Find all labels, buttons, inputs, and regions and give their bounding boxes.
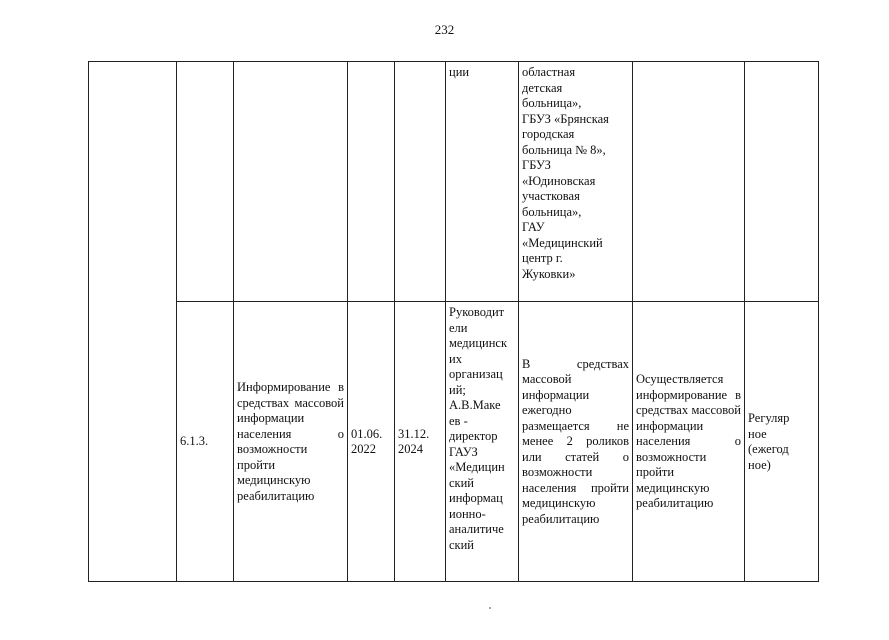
periodicity-text: Регуляр ное (ежегод ное) bbox=[748, 411, 790, 472]
indicator-text: областная детская больница», ГБУЗ «Брянская городская больница № 8», ГБУЗ «Юдиновская участковая больница», ГАУ «Медицинский центр г. Жуковки» bbox=[522, 65, 609, 281]
scan-speck bbox=[489, 607, 491, 609]
number-cell bbox=[177, 62, 234, 302]
item-number: 6.1.3. bbox=[180, 434, 209, 449]
page-number: 232 bbox=[434, 22, 455, 37]
number-cell bbox=[177, 302, 234, 582]
start-date: 01.06. 2022 bbox=[351, 426, 383, 456]
indicator-cell bbox=[519, 62, 633, 302]
responsible-text: Руководит ели медицинск их организац ий; А.В.Маке ев - директор ГАУЗ «Медицин ский информац ионно- аналитиче ский bbox=[449, 305, 508, 552]
table-row bbox=[89, 302, 819, 582]
name-cell bbox=[234, 62, 348, 302]
table-row bbox=[89, 62, 819, 302]
name-cell bbox=[234, 302, 348, 582]
start-date-cell bbox=[348, 302, 395, 582]
result-cell bbox=[633, 62, 745, 302]
indicator-text: В средствах массовой информации ежегодно размещается не менее 2 роликов или статей о возможности населения пройти медицинскую реабилитацию bbox=[522, 356, 629, 526]
start-date-cell bbox=[348, 62, 395, 302]
end-date-cell bbox=[395, 62, 446, 302]
periodicity-cell bbox=[745, 302, 819, 582]
responsible-cell bbox=[446, 62, 519, 302]
plan-table bbox=[88, 61, 819, 582]
indicator-cell bbox=[519, 302, 633, 582]
end-date-cell bbox=[395, 302, 446, 582]
section-cell bbox=[89, 62, 177, 582]
item-name: Информирование в средствах массовой информации населения о возможности пройти медицинскую реабилитацию bbox=[237, 380, 344, 503]
result-cell bbox=[633, 302, 745, 582]
periodicity-cell bbox=[745, 62, 819, 302]
end-date: 31.12. 2024 bbox=[398, 426, 430, 456]
responsible-cell bbox=[446, 302, 519, 582]
result-text: Осуществляется информирование в средствах массовой информации населения о возможности пройти медицинскую реабилитацию bbox=[636, 372, 741, 511]
responsible-text: ции bbox=[449, 65, 470, 79]
